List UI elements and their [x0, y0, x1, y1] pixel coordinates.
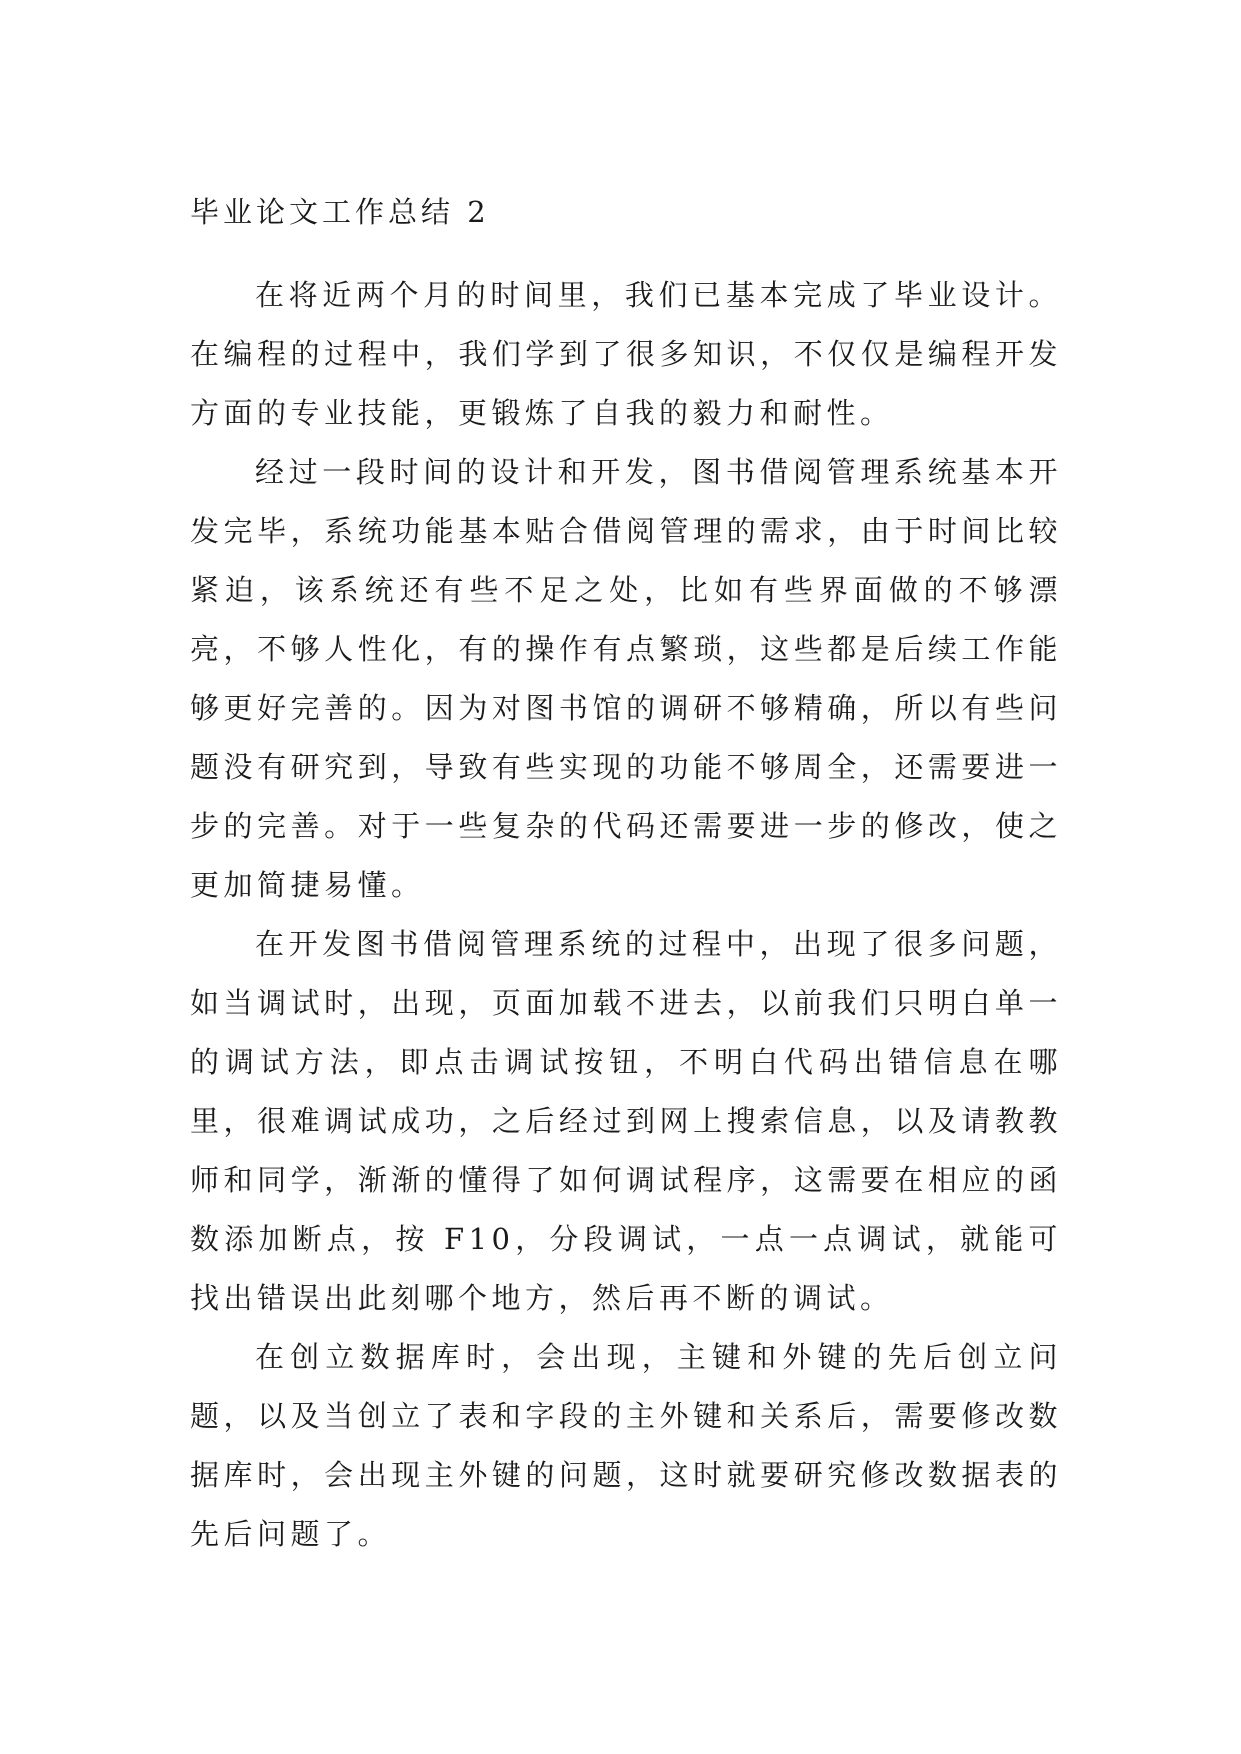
paragraph-2: 经过一段时间的设计和开发，图书借阅管理系统基本开发完毕，系统功能基本贴合借阅管理的需求，由于时间比较紧迫，该系统还有些不足之处，比如有些界面做的不够漂亮，不够人性化，有的操作有点繁琐，这些都是后续工作能够更好完善的。因为对图书馆的调研不够精确，所以有些问题没有研究到，导致有些实现的功能不够周全，还需要进一步的完善。对于一些复杂的代码还需要进一步的修改，使之更加简捷易懂。 [190, 455, 1062, 902]
paragraph-3: 在开发图书借阅管理系统的过程中，出现了很多问题，如当调试时，出现，页面加载不进去，以前我们只明白单一的调试方法，即点击调试按钮，不明白代码出错信息在哪里，很难调试成功，之后经过到网上搜索信息，以及请教教师和同学，渐渐的懂得了如何调试程序，这需要在相应的函数添加断点，按 F10，分段调试，一点一点调试，就能可找出错误出此刻哪个地方，然后再不断的调试。 [190, 927, 1062, 1315]
paragraph-1: 在将近两个月的时间里，我们已基本完成了毕业设计。在编程的过程中，我们学到了很多知识，不仅仅是编程开发方面的专业技能，更锻炼了自我的毅力和耐性。 [190, 278, 1062, 430]
document-body [190, 266, 1062, 1564]
paragraph-4: 在创立数据库时，会出现，主键和外键的先后创立问题，以及当创立了表和字段的主外键和关系后，需要修改数据库时，会出现主外键的问题，这时就要研究修改数据表的先后问题了。 [190, 1340, 1062, 1551]
document-title: 毕业论文工作总结 2 [190, 195, 490, 229]
